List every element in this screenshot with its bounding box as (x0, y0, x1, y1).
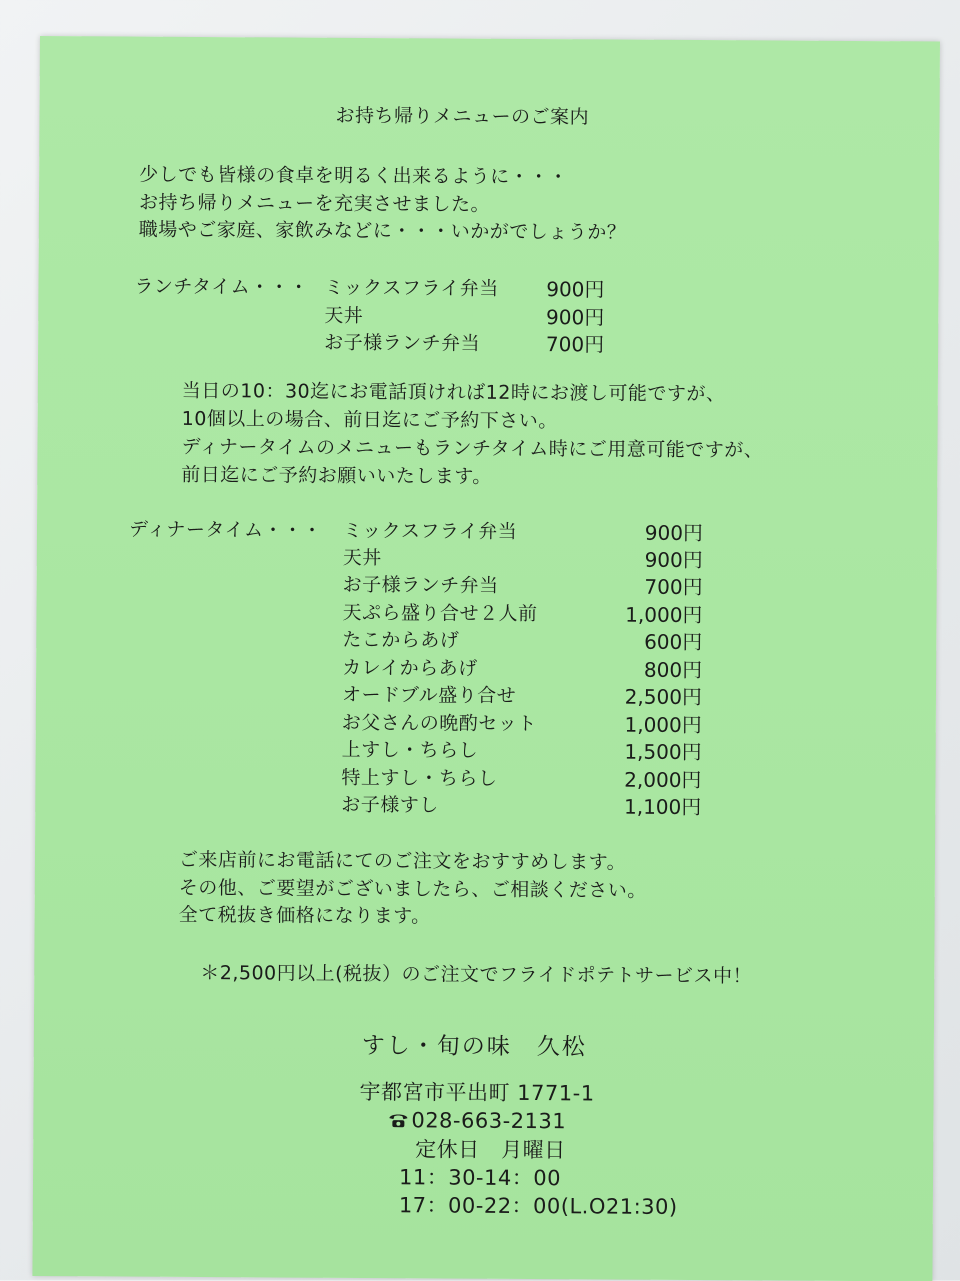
menu-item-price: 900円 (644, 520, 704, 546)
menu-item-name: 天丼 (342, 546, 382, 570)
menu-item-price: 900円 (546, 305, 605, 330)
intro-line: 職場やご家庭、家飲みなどに・・・いかがでしょうか？ (138, 218, 627, 244)
shop-closed-day: 定休日 月曜日 (415, 1137, 566, 1163)
menu-item-price: 900円 (644, 547, 703, 573)
menu-item-price: 1,000円 (624, 712, 702, 738)
menu-item-name: 特上すし・ちらし (341, 766, 498, 790)
menu-item-name: 天ぷら盛り合せ２人前 (342, 601, 538, 626)
menu-item-name: お子様ランチ弁当 (324, 331, 481, 355)
flyer-title: お持ち帰りメニューのご案内 (335, 104, 590, 129)
menu-item-price: 700円 (644, 574, 703, 600)
footer-note-line: ご来店前にお電話にてのご注文をおすすめします。 (178, 848, 627, 874)
menu-item-price: 800円 (643, 657, 703, 683)
dinner-label: ディナータイム・・・ (128, 518, 323, 542)
menu-item-price: 2,000円 (624, 767, 702, 793)
menu-item-price: 900円 (546, 277, 605, 302)
shop-address: 宇都宮市平出町 1771-1 (359, 1079, 595, 1106)
menu-item-price: 1,500円 (624, 739, 702, 765)
promo-text: ＊2,500円以上(税抜）のご注文でフライドポテトサービス中！ (200, 961, 753, 988)
intro-line: お持ち帰りメニューを充実させました。 (138, 191, 491, 216)
flyer-paper (32, 36, 940, 1281)
shop-phone-row (387, 1108, 566, 1135)
menu-item-name: ミックスフライ弁当 (324, 276, 499, 300)
telephone-icon (387, 1110, 409, 1134)
note-line: 10個以上の場合、前日迄にご予約下さい。 (181, 407, 558, 433)
note-line: 前日迄にご予約お願いいたします。 (181, 463, 492, 488)
menu-item-price: 1,100円 (623, 794, 702, 820)
shop-phone: 028-663-2131 (411, 1108, 567, 1134)
menu-item-price: 1,000円 (625, 602, 703, 628)
menu-item-name: お父さんの晩酌セット (341, 711, 537, 736)
menu-item-name: ミックスフライ弁当 (342, 519, 518, 543)
shop-hours-lunch: 11：30-14：00 (398, 1165, 562, 1191)
menu-item-name: お子様すし (341, 793, 439, 817)
intro-line: 少しでも皆様の食卓を明るく出来るように・・・ (139, 163, 569, 189)
menu-item-price: 2,500円 (624, 684, 703, 710)
menu-item-name: お子様ランチ弁当 (342, 573, 499, 597)
note-line: ディナータイムのメニューもランチタイム時にご用意可能ですが、 (181, 435, 764, 462)
shop-name: すし・旬の味 久松 (361, 1032, 587, 1061)
menu-item-name: オードブル盛り合せ (341, 683, 517, 707)
lunch-label: ランチタイム・・・ (134, 275, 309, 299)
menu-item-name: 上すし・ちらし (341, 738, 479, 762)
footer-note-line: その他、ご要望がございましたら、ご相談ください。 (178, 876, 647, 902)
menu-item-name: カレイからあげ (342, 656, 478, 680)
note-line: 当日の10：30迄にお電話頂ければ12時にお渡し可能ですが、 (181, 379, 726, 406)
shop-hours-dinner: 17：00-22：00(L.O21:30) (398, 1193, 678, 1219)
footer-note-line: 全て税抜き価格になります。 (178, 903, 431, 928)
menu-item-name: 天丼 (324, 304, 364, 327)
menu-item-name: たこからあげ (342, 628, 460, 652)
menu-item-price: 700円 (545, 332, 605, 357)
menu-item-price: 600円 (644, 629, 703, 655)
